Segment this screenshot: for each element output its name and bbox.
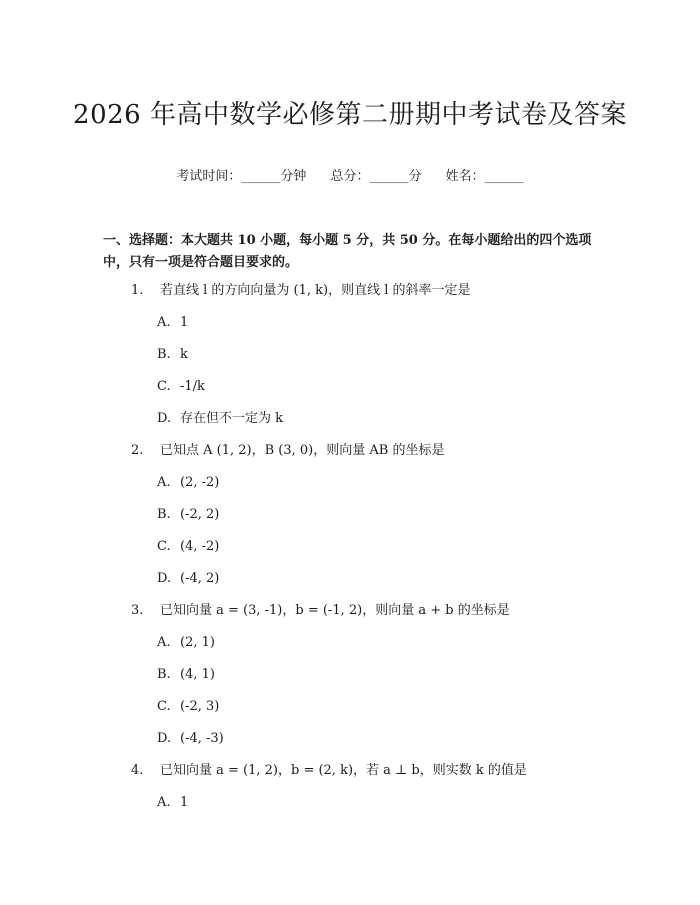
question-text: 已知向量 a = (3, -1)，b = (-1, 2)，则向量 a + b 的坐标是 (160, 603, 510, 618)
option-b (0, 664, 700, 696)
option-a (0, 472, 700, 504)
option-a (0, 792, 700, 824)
section-header: 一、选择题：本大题共 10 小题，每小题 5 分，共 50 分。在每小题给出的四个选项中，只有一项是符合题目要求的。 (103, 233, 592, 270)
option-c (0, 536, 700, 568)
option-text: (4, -2) (180, 539, 220, 554)
question-4 (0, 760, 700, 824)
option-letter: A. (157, 475, 171, 490)
option-a (0, 312, 700, 344)
option-c (0, 696, 700, 728)
exam-time-field: 考试时间：______分钟 (176, 169, 307, 184)
option-text: (4, 1) (180, 667, 215, 682)
question-number: 4. (131, 763, 144, 778)
question-3 (0, 600, 700, 760)
option-letter: C. (157, 379, 171, 394)
option-text: 1 (180, 315, 189, 330)
question-number: 1. (131, 283, 144, 298)
option-d (0, 568, 700, 600)
question-list (0, 280, 700, 824)
option-letter: A. (157, 795, 171, 810)
question-stem (0, 760, 700, 792)
exam-info (0, 168, 700, 186)
question-1 (0, 280, 700, 440)
option-letter: D. (157, 731, 172, 746)
question-2 (0, 440, 700, 600)
question-stem (0, 600, 700, 632)
option-text: (-2, 2) (180, 507, 220, 522)
question-text: 已知向量 a = (1, 2)，b = (2, k)，若 a ⊥ b，则实数 k 的值是 (160, 763, 527, 778)
option-text: (2, -2) (180, 475, 220, 490)
option-text: (-4, 2) (180, 571, 220, 586)
question-text: 若直线 l 的方向向量为 (1, k)，则直线 l 的斜率一定是 (160, 283, 471, 298)
question-number: 2. (131, 443, 144, 458)
question-stem (0, 280, 700, 312)
option-letter: D. (157, 571, 172, 586)
option-d (0, 728, 700, 760)
option-letter: B. (157, 667, 171, 682)
option-text: 1 (180, 795, 189, 810)
option-letter: C. (157, 699, 171, 714)
option-d (0, 408, 700, 440)
option-letter: A. (157, 315, 171, 330)
question-stem (0, 440, 700, 472)
option-letter: C. (157, 539, 171, 554)
option-letter: B. (157, 347, 171, 362)
option-text: (-4, -3) (180, 731, 224, 746)
option-text: 存在但不一定为 k (180, 411, 284, 426)
option-letter: A. (157, 635, 171, 650)
option-text: (-2, 3) (180, 699, 220, 714)
option-c (0, 376, 700, 408)
question-number: 3. (131, 603, 144, 618)
option-letter: B. (157, 507, 171, 522)
option-text: (2, 1) (180, 635, 215, 650)
question-text: 已知点 A (1, 2)，B (3, 0)，则向量 AB 的坐标是 (160, 443, 445, 458)
option-b (0, 504, 700, 536)
option-a (0, 632, 700, 664)
option-letter: D. (157, 411, 172, 426)
option-text: k (180, 347, 188, 362)
option-text: -1/k (180, 379, 205, 394)
name-field: 姓名：______ (445, 169, 524, 184)
option-b (0, 344, 700, 376)
total-score-field: 总分：______分 (330, 169, 422, 184)
page-title: 2026 年高中数学必修第二册期中考试卷及答案 (73, 100, 627, 131)
